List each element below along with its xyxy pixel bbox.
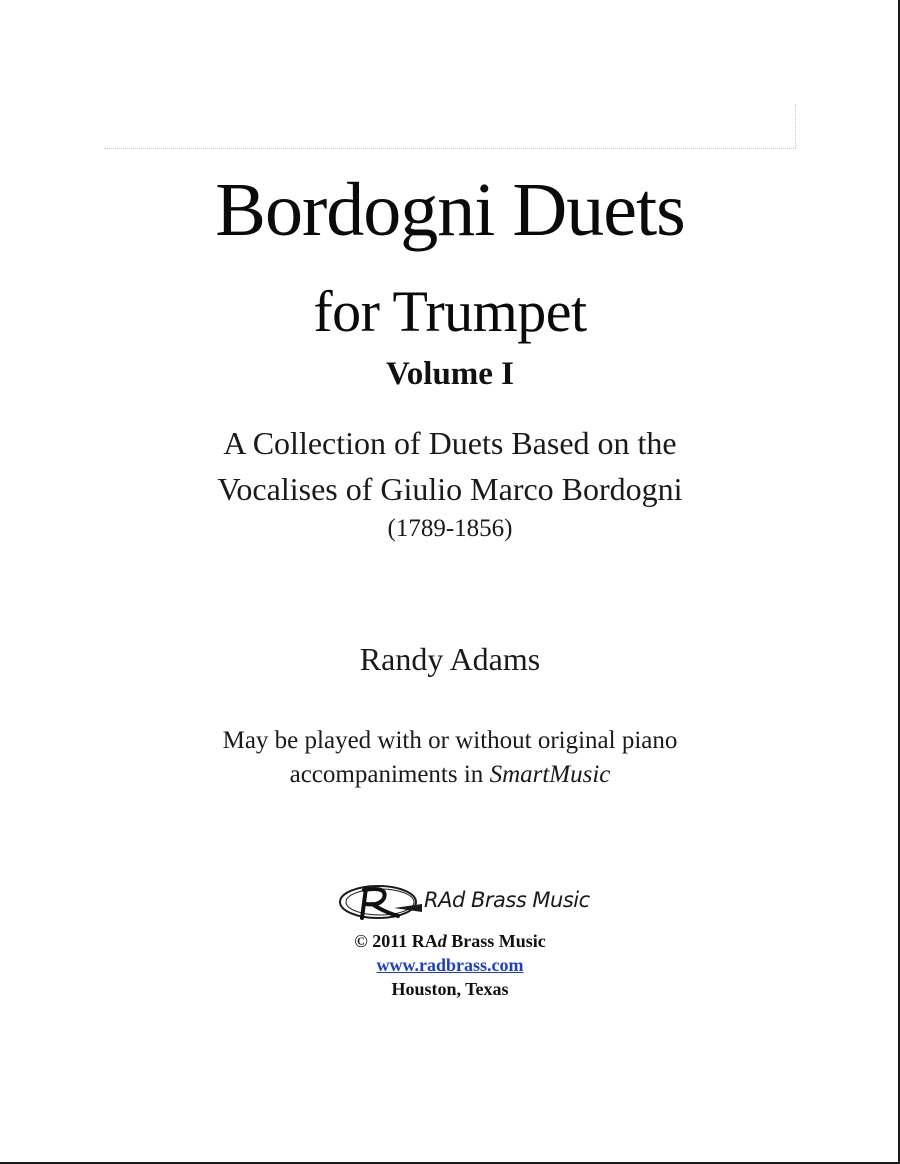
copyright-suffix: Brass Music	[446, 931, 546, 951]
document-title: Bordogni Duets	[215, 168, 685, 252]
description-line-2: Vocalises of Giulio Marco Bordogni	[217, 471, 683, 507]
usage-note-prefix: accompaniments in	[289, 761, 490, 788]
description-line-1: A Collection of Duets Based on the	[223, 425, 677, 461]
usage-note-line-2	[0, 758, 900, 792]
copyright-italic: d	[437, 931, 447, 951]
volume-label: Volume I	[385, 356, 515, 392]
author-name: Randy Adams	[359, 641, 541, 677]
usage-note-line-1: May be played with or without original piano	[222, 727, 678, 754]
description	[0, 420, 900, 512]
usage-note	[0, 724, 900, 792]
logo-text: RAd Brass Music	[424, 888, 590, 912]
page-corner-rule-right	[795, 104, 796, 148]
website-link[interactable]: www.radbrass.com	[376, 955, 524, 975]
publisher-logo	[336, 880, 590, 926]
composer-dates: (1789-1856)	[387, 515, 513, 542]
smartmusic-name: SmartMusic	[489, 761, 611, 788]
rad-brass-logo-icon	[336, 880, 426, 926]
publisher-location: Houston, Texas	[391, 979, 509, 999]
copyright-prefix: © 2011 RA	[354, 931, 438, 951]
page-corner-rule-top	[104, 148, 796, 149]
document-subtitle: for Trumpet	[313, 279, 587, 344]
copyright-line	[0, 930, 900, 952]
